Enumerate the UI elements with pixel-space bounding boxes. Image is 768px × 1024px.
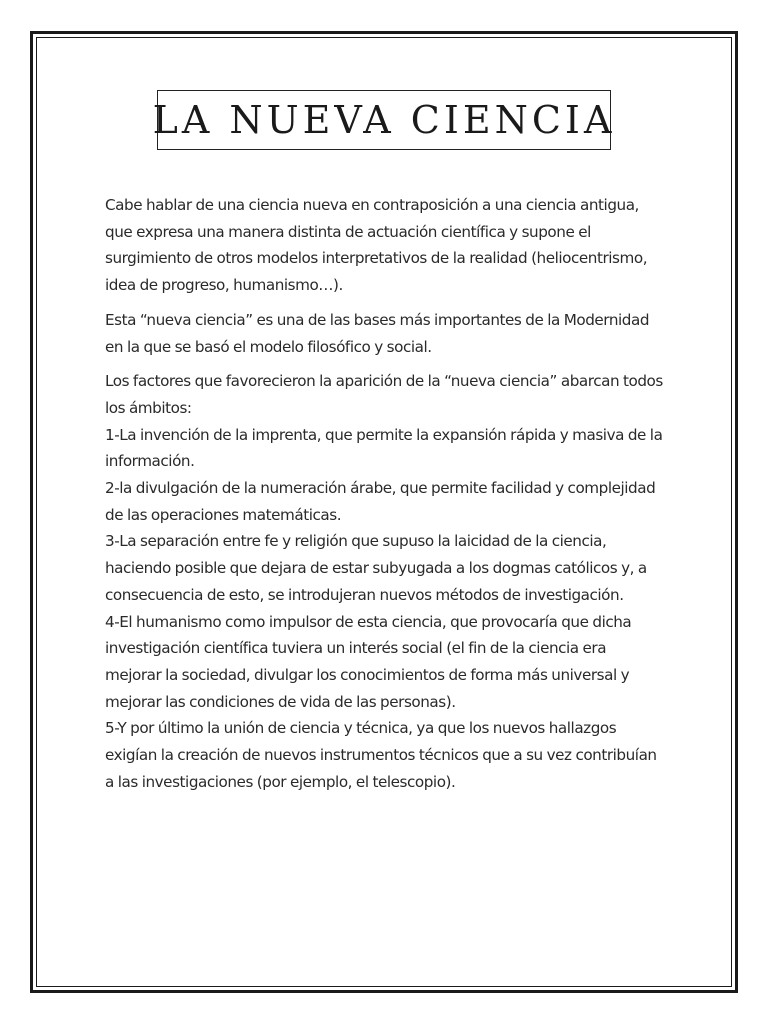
- page-title: LA NUEVA CIENCIA: [152, 98, 616, 142]
- paragraph-factors-intro: Los factores que favorecieron la aparición de la “nueva ciencia” abarcan todos los ámbitos:: [105, 372, 663, 417]
- paragraph-modernity: Esta “nueva ciencia” es una de las bases más importantes de la Modernidad en la que se basó el modelo filosófico y social.: [105, 310, 650, 356]
- factor-item: 2-la divulgación de la numeración árabe, que permite facilidad y complejidad de las operaciones matemáticas.: [105, 479, 656, 524]
- document-body: [105, 192, 665, 795]
- factor-item: 3-La separación entre fe y religión que supuso la laicidad de la ciencia, haciendo posible que dejara de estar subyugada a los dogmas católicos y, a consecuencia de esto, se introdujeran nuevos métodos de investigación.: [105, 532, 647, 604]
- factor-item: 5-Y por último la unión de ciencia y técnica, ya que los nuevos hallazgos exigían la creación de nuevos instrumentos técnicos que a su vez contribuían a las investigaciones (por ejemplo, el telescopio).: [105, 719, 657, 791]
- title-box: [152, 90, 616, 150]
- factor-item: 1-La invención de la imprenta, que permite la expansión rápida y masiva de la información.: [105, 425, 663, 471]
- factor-item: 4-El humanismo como impulsor de esta ciencia, que provocaría que dicha investigación científica tuviera un interés social (el fin de la ciencia era mejorar la sociedad, divulgar los conocimientos de forma más universal y mejorar las condiciones de vida de las personas).: [105, 612, 632, 711]
- paragraph-intro: Cabe hablar de una ciencia nueva en contraposición a una ciencia antigua, que expresa una manera distinta de actuación científica y supone el surgimiento de otros modelos interpretativos de la realidad (heliocentrismo, idea de progreso, humanismo…).: [105, 196, 648, 295]
